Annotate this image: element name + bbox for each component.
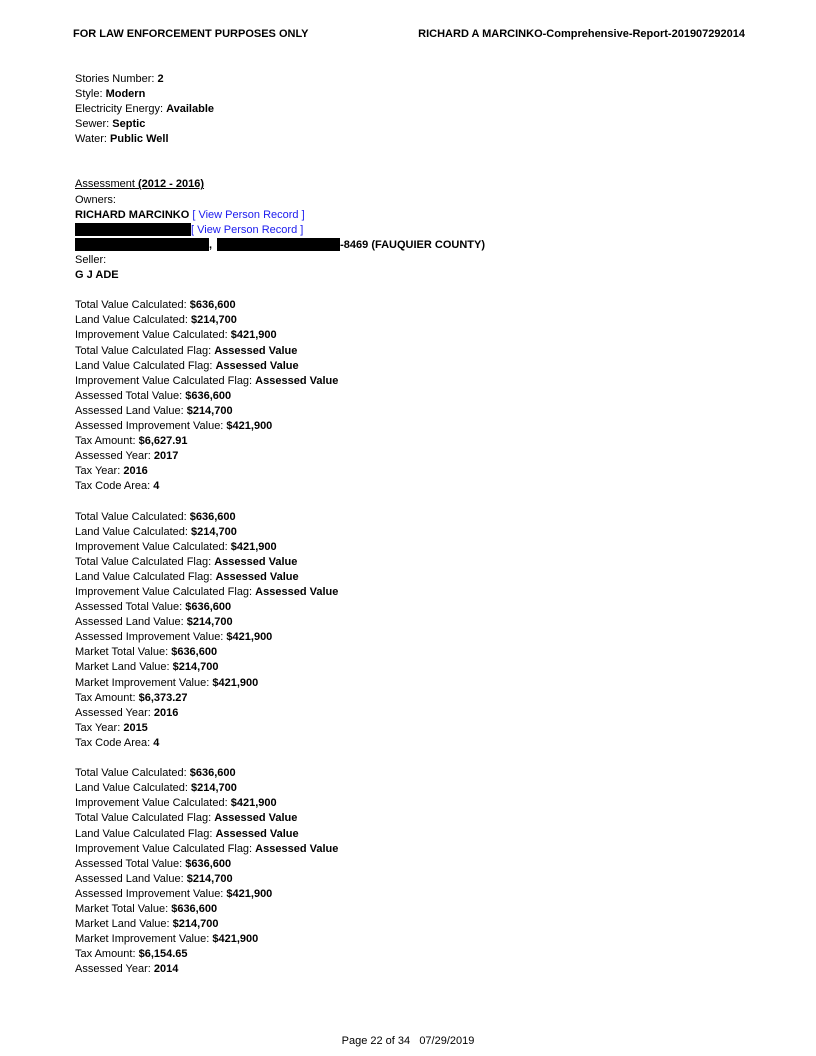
record-field <box>75 932 755 947</box>
field-label: Improvement Value Calculated: <box>75 797 231 810</box>
field-value: $214,700 <box>186 872 233 885</box>
field-value: $636,600 <box>189 767 236 780</box>
field-value: $636,600 <box>171 646 218 659</box>
record-field <box>75 600 755 615</box>
field-value: Assessed Value <box>214 344 298 357</box>
record-field <box>75 479 755 494</box>
record-field <box>75 615 755 630</box>
field-label: Land Value Calculated Flag: <box>75 827 216 840</box>
field-label: Assessed Land Value: <box>75 872 187 885</box>
field-value: $421,900 <box>226 419 273 432</box>
field-label: Improvement Value Calculated Flag: <box>75 374 256 387</box>
record-field <box>75 796 755 811</box>
field-value: 4 <box>153 480 160 493</box>
record-field <box>75 827 755 842</box>
field-value: Assessed Value <box>255 586 339 598</box>
view-person-record-link-2[interactable]: [ View Person Record ] <box>191 223 304 236</box>
field-label: Land Value Calculated: <box>75 314 191 327</box>
record-field <box>75 781 755 796</box>
field-label: Style: <box>75 88 106 101</box>
field-label: Sewer: <box>75 118 113 131</box>
record-field <box>75 736 755 751</box>
field-label: Market Total Value: <box>75 902 172 915</box>
field-value: Modern <box>105 88 146 101</box>
field-label: Land Value Calculated: <box>75 782 191 795</box>
field-label: Land Value Calculated: <box>75 525 191 538</box>
assessment-record <box>75 766 755 977</box>
field-value: Assessed Value <box>215 827 299 840</box>
field-value: 2016 <box>153 706 179 719</box>
record-field <box>75 464 755 479</box>
field-value: $636,600 <box>189 299 236 312</box>
field-value: $636,600 <box>171 902 218 915</box>
record-field <box>75 510 755 525</box>
field-label: Total Value Calculated Flag: <box>75 555 215 568</box>
field-label: Tax Amount: <box>75 691 139 704</box>
field-label: Improvement Value Calculated: <box>75 329 231 342</box>
field-value: Available <box>166 103 214 116</box>
field-value: Septic <box>112 118 146 131</box>
record-field <box>75 449 755 464</box>
field-label: Assessed Total Value: <box>75 857 186 870</box>
field-value: $214,700 <box>186 616 233 629</box>
record-field <box>75 947 755 962</box>
field-value: Public Well <box>110 133 169 146</box>
field-value: Assessed Value <box>214 555 298 568</box>
record-field <box>75 842 755 857</box>
field-label: Market Total Value: <box>75 646 172 659</box>
field-label: Improvement Value Calculated: <box>75 540 231 553</box>
field-value: $214,700 <box>172 918 219 931</box>
record-field <box>75 298 755 313</box>
record-field <box>75 404 755 419</box>
field-value: $214,700 <box>172 661 219 674</box>
address-comma: , <box>209 238 213 251</box>
field-value: 4 <box>153 736 160 749</box>
record-field <box>75 389 755 404</box>
assessment-heading <box>75 177 755 192</box>
field-label: Land Value Calculated Flag: <box>75 570 216 583</box>
record-field <box>75 328 755 343</box>
field-label: Stories Number: <box>75 73 158 85</box>
field-label: Water: <box>75 133 111 146</box>
field-value: $214,700 <box>191 782 237 795</box>
field-value: 2016 <box>123 465 148 478</box>
record-field <box>75 313 755 328</box>
record-field <box>75 570 755 585</box>
field-label: Tax Code Area: <box>75 480 154 493</box>
field-label: Total Value Calculated: <box>75 299 190 312</box>
record-field <box>75 630 755 645</box>
field-value: $6,373.27 <box>138 691 188 704</box>
field-value: Assessed Value <box>214 812 298 825</box>
record-field <box>75 419 755 434</box>
field-label: Assessed Improvement Value: <box>75 887 227 900</box>
owners-label: Owners: <box>75 193 116 206</box>
field-value: 2 <box>157 73 164 85</box>
report-content <box>75 72 755 977</box>
property-field <box>75 132 755 147</box>
field-label: Total Value Calculated Flag: <box>75 812 215 825</box>
field-label: Total Value Calculated Flag: <box>75 344 215 357</box>
field-label: Total Value Calculated: <box>75 767 190 780</box>
record-field <box>75 887 755 902</box>
field-label: Tax Amount: <box>75 948 139 961</box>
field-value: $421,900 <box>226 631 273 644</box>
field-label: Land Value Calculated Flag: <box>75 359 216 372</box>
field-value: $421,900 <box>212 676 259 689</box>
owner-row-2 <box>75 223 755 238</box>
field-value: $636,600 <box>185 857 232 870</box>
seller-name: G J ADE <box>75 269 119 282</box>
header-left: FOR LAW ENFORCEMENT PURPOSES ONLY <box>73 28 309 40</box>
record-field <box>75 434 755 449</box>
field-value: $214,700 <box>186 404 233 417</box>
property-field <box>75 72 755 87</box>
field-label: Assessed Improvement Value: <box>75 631 227 644</box>
property-details <box>75 72 755 147</box>
record-field <box>75 359 755 374</box>
view-person-record-link[interactable]: [ View Person Record ] <box>192 208 305 221</box>
record-field <box>75 691 755 706</box>
header-right: RICHARD A MARCINKO-Comprehensive-Report-201907292014 <box>418 28 745 40</box>
record-field <box>75 766 755 781</box>
field-label: Assessed Total Value: <box>75 389 186 402</box>
assessment-record <box>75 298 755 494</box>
page-footer <box>0 1035 816 1047</box>
record-field <box>75 706 755 721</box>
record-field <box>75 645 755 660</box>
assessment-records <box>75 298 755 977</box>
property-field <box>75 87 755 102</box>
field-label: Assessed Land Value: <box>75 404 187 417</box>
field-value: $6,154.65 <box>138 948 188 961</box>
field-label: Market Land Value: <box>75 661 173 674</box>
field-value: $6,627.91 <box>138 435 188 448</box>
record-field <box>75 872 755 887</box>
property-field <box>75 102 755 117</box>
assessment-record <box>75 510 755 752</box>
record-field <box>75 811 755 826</box>
field-value: $636,600 <box>185 389 232 402</box>
field-value: 2015 <box>123 721 148 734</box>
field-label: Assessed Year: <box>75 706 154 719</box>
field-label: Tax Code Area: <box>75 736 154 749</box>
redaction-bar <box>75 223 191 236</box>
field-label: Assessed Improvement Value: <box>75 419 227 432</box>
field-label: Market Improvement Value: <box>75 676 213 689</box>
record-field <box>75 555 755 570</box>
address-tail: -8469 (FAUQUIER COUNTY) <box>340 238 485 251</box>
field-label: Market Land Value: <box>75 918 173 931</box>
record-field <box>75 962 755 977</box>
field-value: 2017 <box>153 450 179 463</box>
field-label: Tax Year: <box>75 721 124 734</box>
field-value: Assessed Value <box>255 374 339 387</box>
page-number: Page 22 of 34 <box>341 1035 411 1047</box>
record-field <box>75 585 755 600</box>
field-value: $636,600 <box>185 601 232 614</box>
field-label: Market Improvement Value: <box>75 933 213 946</box>
field-label: Tax Year: <box>75 465 124 478</box>
field-label: Improvement Value Calculated Flag: <box>75 586 256 598</box>
field-label: Electricity Energy: <box>75 103 167 116</box>
record-field <box>75 344 755 359</box>
owner-address <box>75 238 755 253</box>
field-label: Assessed Year: <box>75 450 154 463</box>
record-field <box>75 525 755 540</box>
owner-row <box>75 208 755 223</box>
field-value: $421,900 <box>212 933 259 946</box>
field-value: Assessed Value <box>215 359 299 372</box>
field-label: Tax Amount: <box>75 435 139 448</box>
owner-name: RICHARD MARCINKO <box>75 208 190 221</box>
field-value: $214,700 <box>191 525 237 538</box>
property-field <box>75 117 755 132</box>
record-field <box>75 540 755 555</box>
record-field <box>75 660 755 675</box>
record-field <box>75 676 755 691</box>
assessment-years: (2012 - 2016) <box>137 178 205 191</box>
redaction-bar <box>217 238 340 251</box>
field-label: Improvement Value Calculated Flag: <box>75 842 256 855</box>
assessment-title: Assessment <box>75 178 135 191</box>
field-value: $421,900 <box>230 329 277 342</box>
record-field <box>75 857 755 872</box>
field-value: Assessed Value <box>215 570 299 583</box>
field-label: Total Value Calculated: <box>75 510 190 523</box>
record-field <box>75 917 755 932</box>
record-field <box>75 721 755 736</box>
field-value: $421,900 <box>226 887 273 900</box>
footer-date: 07/29/2019 <box>419 1035 475 1047</box>
seller-label: Seller: <box>75 253 107 266</box>
record-field <box>75 374 755 389</box>
field-label: Assessed Year: <box>75 963 154 976</box>
field-value: $636,600 <box>189 510 236 523</box>
field-value: $421,900 <box>230 540 277 553</box>
field-value: $214,700 <box>191 314 237 327</box>
field-value: Assessed Value <box>255 842 339 855</box>
field-label: Assessed Total Value: <box>75 601 186 614</box>
record-field <box>75 902 755 917</box>
field-value: 2014 <box>153 963 179 976</box>
redaction-bar <box>75 238 209 251</box>
field-label: Assessed Land Value: <box>75 616 187 629</box>
field-value: $421,900 <box>230 797 277 810</box>
